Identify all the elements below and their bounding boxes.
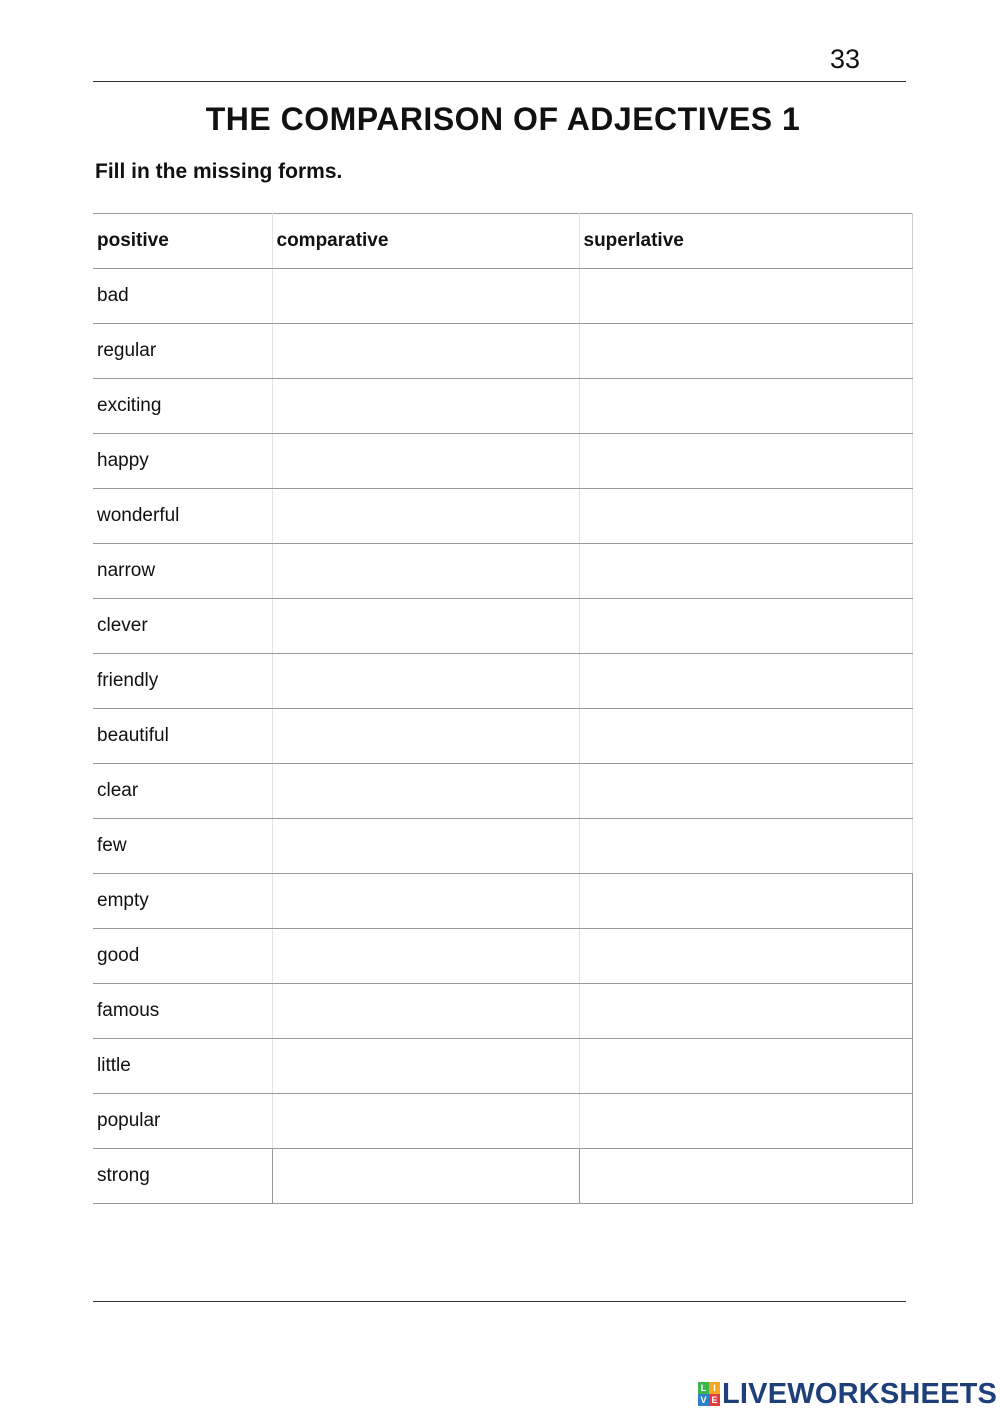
superlative-answer-cell[interactable] — [579, 489, 912, 544]
superlative-answer-cell[interactable] — [579, 984, 912, 1039]
positive-cell: good — [93, 929, 272, 984]
superlative-answer-cell[interactable] — [579, 1149, 912, 1204]
comparative-answer-cell[interactable] — [272, 434, 579, 489]
superlative-answer-cell[interactable] — [579, 874, 912, 929]
liveworksheets-logo-icon: L I V E — [698, 1382, 720, 1406]
comparative-answer-cell[interactable] — [272, 324, 579, 379]
superlative-answer-cell[interactable] — [579, 269, 912, 324]
table-header-row — [93, 214, 912, 269]
comparative-answer-cell[interactable] — [272, 819, 579, 874]
table-row — [93, 1149, 912, 1204]
table-row — [93, 379, 912, 434]
header-superlative: superlative — [579, 214, 912, 269]
table-row — [93, 874, 912, 929]
positive-cell: strong — [93, 1149, 272, 1204]
positive-cell: narrow — [93, 544, 272, 599]
positive-cell: exciting — [93, 379, 272, 434]
worksheet-title: THE COMPARISON OF ADJECTIVES 1 — [205, 101, 801, 137]
positive-cell: regular — [93, 324, 272, 379]
table-row — [93, 489, 912, 544]
superlative-answer-cell[interactable] — [579, 1039, 912, 1094]
positive-cell: empty — [93, 874, 272, 929]
comparative-answer-cell[interactable] — [272, 1149, 579, 1204]
bottom-divider — [93, 1301, 906, 1302]
positive-cell: clever — [93, 599, 272, 654]
superlative-answer-cell[interactable] — [579, 709, 912, 764]
table-row — [93, 709, 912, 764]
comparative-answer-cell[interactable] — [272, 379, 579, 434]
table-row — [93, 654, 912, 709]
table-row — [93, 984, 912, 1039]
instructions: Fill in the missing forms. — [95, 160, 343, 183]
positive-cell: beautiful — [93, 709, 272, 764]
superlative-answer-cell[interactable] — [579, 1094, 912, 1149]
comparative-answer-cell[interactable] — [272, 1039, 579, 1094]
comparative-answer-cell[interactable] — [272, 929, 579, 984]
table-row — [93, 544, 912, 599]
comparative-answer-cell[interactable] — [272, 489, 579, 544]
superlative-answer-cell[interactable] — [579, 764, 912, 819]
table-row — [93, 269, 912, 324]
comparative-answer-cell[interactable] — [272, 709, 579, 764]
adjectives-table — [93, 213, 913, 1204]
brand-name: LIVEWORKSHEETS — [722, 1377, 998, 1410]
liveworksheets-brand — [698, 1378, 997, 1410]
table-row — [93, 819, 912, 874]
table-row — [93, 324, 912, 379]
positive-cell: wonderful — [93, 489, 272, 544]
comparative-answer-cell[interactable] — [272, 654, 579, 709]
positive-cell: bad — [93, 269, 272, 324]
positive-cell: famous — [93, 984, 272, 1039]
positive-cell: little — [93, 1039, 272, 1094]
positive-cell: happy — [93, 434, 272, 489]
superlative-answer-cell[interactable] — [579, 654, 912, 709]
table-row — [93, 434, 912, 489]
comparative-answer-cell[interactable] — [272, 1094, 579, 1149]
page-number: 33 — [829, 44, 860, 74]
positive-cell: friendly — [93, 654, 272, 709]
table-row — [93, 599, 912, 654]
superlative-answer-cell[interactable] — [579, 434, 912, 489]
table-row — [93, 1094, 912, 1149]
comparative-answer-cell[interactable] — [272, 764, 579, 819]
table-row — [93, 929, 912, 984]
comparative-answer-cell[interactable] — [272, 599, 579, 654]
superlative-answer-cell[interactable] — [579, 599, 912, 654]
superlative-answer-cell[interactable] — [579, 544, 912, 599]
table-row — [93, 764, 912, 819]
top-divider — [93, 81, 906, 82]
comparative-answer-cell[interactable] — [272, 544, 579, 599]
positive-cell: clear — [93, 764, 272, 819]
superlative-answer-cell[interactable] — [579, 324, 912, 379]
header-comparative: comparative — [272, 214, 579, 269]
superlative-answer-cell[interactable] — [579, 379, 912, 434]
comparative-answer-cell[interactable] — [272, 874, 579, 929]
positive-cell: few — [93, 819, 272, 874]
superlative-answer-cell[interactable] — [579, 929, 912, 984]
superlative-answer-cell[interactable] — [579, 819, 912, 874]
comparative-answer-cell[interactable] — [272, 269, 579, 324]
positive-cell: popular — [93, 1094, 272, 1149]
table-row — [93, 1039, 912, 1094]
header-positive: positive — [93, 214, 272, 269]
comparative-answer-cell[interactable] — [272, 984, 579, 1039]
